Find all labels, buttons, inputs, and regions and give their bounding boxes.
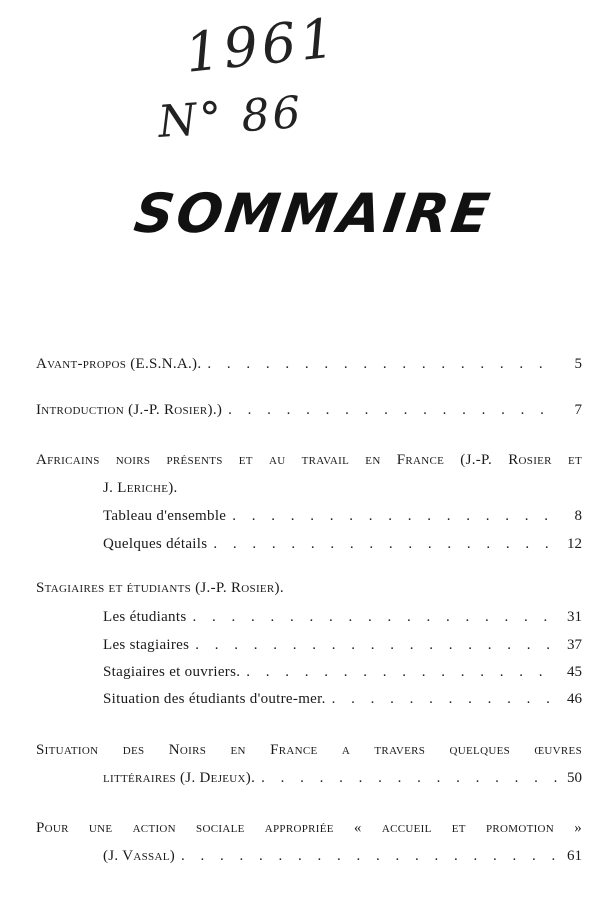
toc-heading-line1: Situation des Noirs en France a travers quelques œuvres xyxy=(36,742,582,758)
toc-label: Situation des étudiants d'outre-mer. xyxy=(103,691,326,707)
leader-dots xyxy=(213,536,558,553)
toc-page-number: 37 xyxy=(567,637,582,653)
toc-label: Avant-propos (E.S.N.A.). xyxy=(36,356,202,372)
toc-heading: Stagiaires et étudiants (J.-P. Rosier). xyxy=(36,580,284,596)
toc-label: littéraires (J. Dejeux). xyxy=(103,770,256,786)
toc-entry-introduction[interactable] xyxy=(36,402,582,419)
leader-dots xyxy=(261,770,558,787)
toc-section-africains-line2 xyxy=(103,480,582,497)
toc-page-number: 7 xyxy=(574,402,582,418)
leader-dots xyxy=(207,356,558,373)
leader-dots xyxy=(228,402,558,419)
handwritten-year: 1961 xyxy=(182,6,342,85)
toc-section-situation[interactable] xyxy=(36,742,582,759)
toc-page-number: 45 xyxy=(567,664,582,680)
toc-page-number: 46 xyxy=(567,691,582,707)
toc-label: Introduction (J.-P. Rosier).) xyxy=(36,402,223,418)
toc-label: Les étudiants xyxy=(103,609,187,625)
toc-page-number: 50 xyxy=(567,770,582,786)
leader-dots xyxy=(192,609,558,626)
toc-label: Tableau d'ensemble xyxy=(103,508,227,524)
toc-entry-outre-mer[interactable] xyxy=(103,691,582,708)
toc-entry-action-line2[interactable] xyxy=(103,848,582,865)
leader-dots xyxy=(332,691,558,708)
toc-heading-line1: Africains noirs présents et au travail en France (J.-P. Rosier et xyxy=(36,452,582,468)
toc-entry-avant-propos[interactable] xyxy=(36,356,582,373)
toc-section-africains[interactable] xyxy=(36,452,582,469)
toc-entry-tableau[interactable] xyxy=(103,508,582,525)
toc-page-number: 61 xyxy=(567,848,582,864)
handwritten-issue-number: N° 86 xyxy=(156,86,306,149)
leader-dots xyxy=(232,508,558,525)
toc-page-number: 12 xyxy=(567,536,582,552)
toc-entry-details[interactable] xyxy=(103,536,582,553)
toc-entry-situation-line2[interactable] xyxy=(103,770,582,787)
toc-label: Quelques détails xyxy=(103,536,208,552)
toc-label: (J. Vassal) xyxy=(103,848,176,864)
toc-section-stagiaires[interactable] xyxy=(36,580,582,597)
toc-label: Les stagiaires xyxy=(103,637,190,653)
page-title: SOMMAIRE xyxy=(130,182,497,245)
toc-page-number: 8 xyxy=(574,508,582,524)
leader-dots xyxy=(246,664,558,681)
toc-entry-ouvriers[interactable] xyxy=(103,664,582,681)
toc-label: Stagiaires et ouvriers. xyxy=(103,664,241,680)
toc-entry-etudiants[interactable] xyxy=(103,609,582,626)
toc-heading-line1: Pour une action sociale appropriée « accueil et promotion » xyxy=(36,820,582,836)
toc-page-number: 5 xyxy=(574,356,582,372)
toc-entry-stagiaires[interactable] xyxy=(103,637,582,654)
leader-dots xyxy=(181,848,558,865)
toc-heading-line2: J. Leriche). xyxy=(103,480,178,496)
leader-dots xyxy=(195,637,558,654)
toc-page-number: 31 xyxy=(567,609,582,625)
toc-section-action[interactable] xyxy=(36,820,582,837)
